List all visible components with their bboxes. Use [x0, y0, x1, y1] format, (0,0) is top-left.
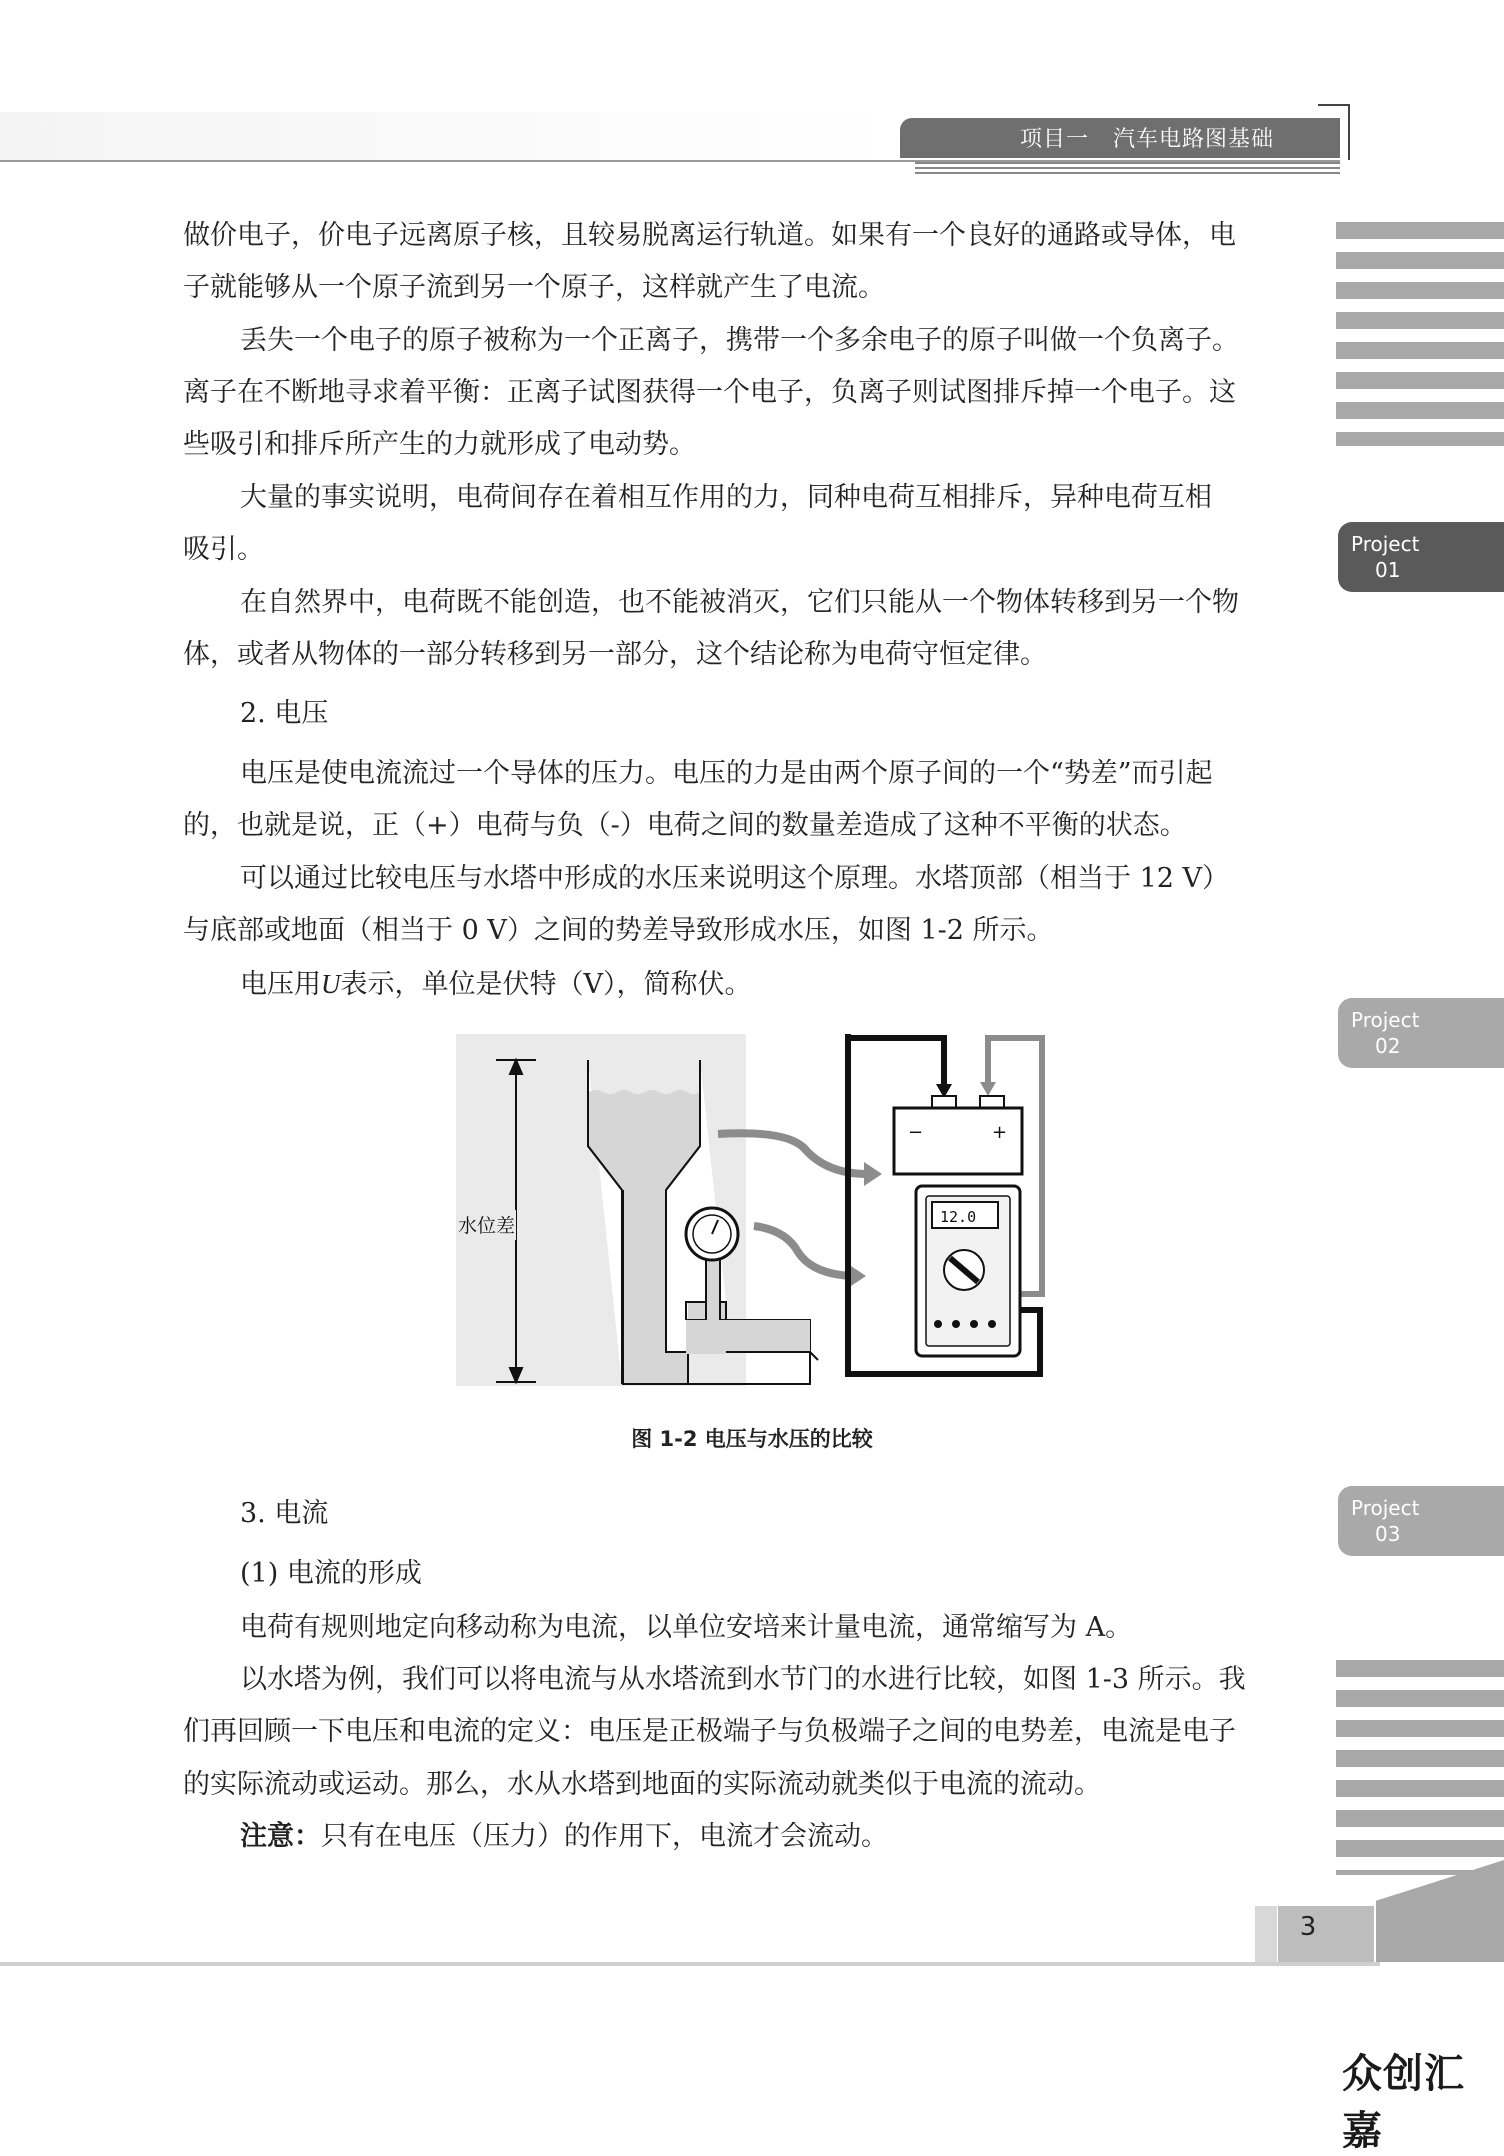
paragraph-line: 吸引。 — [183, 534, 264, 565]
page-number: 3 — [1299, 1912, 1317, 1942]
water-level-label: 水位差 — [458, 1215, 516, 1237]
paragraph-line: 体，或者从物体的一部分转移到另一部分，这个结论称为电荷守恒定律。 — [183, 639, 1047, 670]
header-tab-outline — [1318, 104, 1350, 160]
paragraph-line: 可以通过比较电压与水塔中形成的水压来说明这个原理。水塔顶部（相当于 12 V） — [240, 863, 1230, 894]
paragraph-line: 与底部或地面（相当于 0 V）之间的势差导致形成水压，如图 1-2 所示。 — [183, 915, 1054, 946]
paragraph-line: 些吸引和排斥所产生的力就形成了电动势。 — [183, 429, 696, 460]
note-line — [240, 1811, 1380, 1863]
paragraph-line: 做价电子，价电子远离原子核，且较易脱离运行轨道。如果有一个良好的通路或导体，电 — [183, 220, 1236, 251]
voltage-symbol: U — [321, 969, 341, 999]
section-heading-current: 3. 电流 — [240, 1498, 329, 1529]
battery-plus: + — [992, 1122, 1008, 1143]
paragraph-line: 离子在不断地寻求着平衡：正离子试图获得一个电子，负离子则试图排斥掉一个电子。这 — [183, 377, 1236, 408]
paragraph-line — [240, 958, 1380, 1011]
project-tab-number: 02 — [1375, 1034, 1401, 1058]
project-tab-label: Project — [1351, 1496, 1420, 1520]
paragraph-line: 大量的事实说明，电荷间存在着相互作用的力，同种电荷互相排斥，异种电荷互相 — [240, 482, 1212, 513]
section-heading-voltage: 2. 电压 — [240, 698, 329, 729]
paragraph-line: 的，也就是说，正（+）电荷与负（-）电荷之间的数量差造成了这种不平衡的状态。 — [183, 810, 1187, 841]
paragraph-line: 电荷有规则地定向移动称为电流，以单位安培来计量电流，通常缩写为 A。 — [240, 1612, 1133, 1643]
footer-rule — [0, 1962, 1380, 1966]
header-band — [0, 112, 900, 162]
paragraph-line: 在自然界中，电荷既不能创造，也不能被消灭，它们只能从一个物体转移到另一个物 — [240, 587, 1239, 618]
watermark-logo: 众创汇嘉 — [1342, 2051, 1465, 2154]
paragraph-line: 们再回顾一下电压和电流的定义：电压是正极端子与负极端子之间的电势差，电流是电子 — [183, 1716, 1236, 1747]
header-stripe — [915, 162, 1340, 174]
battery-minus: − — [908, 1122, 924, 1143]
pressure-gauge-icon — [686, 1208, 738, 1260]
footer-wedge — [1376, 1860, 1504, 1962]
footer-block — [1255, 1906, 1277, 1962]
figure-caption: 图 1-2 电压与水压的比较 — [631, 1427, 873, 1451]
paragraph-line: 丢失一个电子的原子被称为一个正离子，携带一个多余电子的原子叫做一个负离子。 — [240, 325, 1239, 356]
project-tab-label: Project — [1351, 532, 1420, 556]
unit-prefix: 电压用 — [240, 969, 321, 1000]
running-header-title: 项目一 汽车电路图基础 — [1020, 127, 1274, 152]
subheading-current-formation: (1) 电流的形成 — [240, 1558, 422, 1589]
paragraph-line: 的实际流动或运动。那么，水从水塔到地面的实际流动就类似于电流的流动。 — [183, 1769, 1101, 1800]
figure-voltage-water-comparison — [456, 1034, 1050, 1386]
project-tab-number: 01 — [1375, 558, 1401, 582]
project-tab-number: 03 — [1375, 1522, 1401, 1546]
note-label: 注意： — [240, 1821, 321, 1852]
paragraph-line: 以水塔为例，我们可以将电流与从水塔流到水节门的水进行比较，如图 1-3 所示。我 — [240, 1664, 1246, 1695]
paragraph-line: 电压是使电流流过一个导体的压力。电压的力是由两个原子间的一个“势差”而引起 — [240, 758, 1213, 789]
project-tab-label: Project — [1351, 1008, 1420, 1032]
multimeter-icon — [916, 1186, 1020, 1356]
project-tab-03[interactable] — [1338, 1486, 1504, 1556]
meter-reading: 12.0 — [940, 1208, 977, 1226]
paragraph-line: 子就能够从一个原子流到另一个原子，这样就产生了电流。 — [183, 272, 885, 303]
note-text: 只有在电压（压力）的作用下，电流才会流动。 — [321, 1821, 888, 1852]
battery-icon — [894, 1096, 1022, 1174]
unit-suffix: 表示，单位是伏特（V），简称伏。 — [340, 969, 752, 1000]
